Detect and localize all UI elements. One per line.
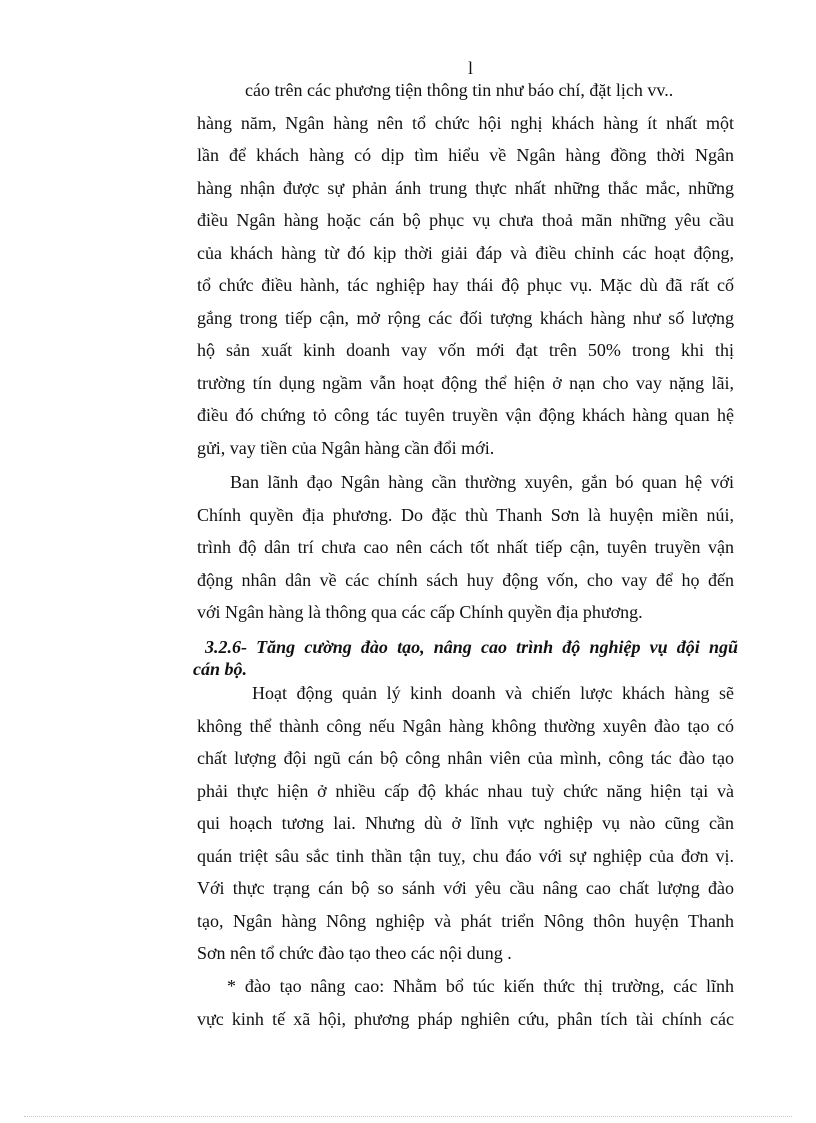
- paragraph-line: qui hoạch tương lai. Nhưng dù ở lĩnh vực nghiệp vụ nào cũng cần: [197, 813, 734, 833]
- paragraph-line: Ban lãnh đạo Ngân hàng cần thường xuyên, gắn bó quan hệ với: [230, 472, 734, 492]
- page-number: l: [467, 58, 473, 78]
- paragraph-line: chất lượng đội ngũ cán bộ công nhân viên của mình, công tác đào tạo: [197, 748, 734, 768]
- section-heading-line: cán bộ.: [193, 659, 247, 679]
- paragraph-2: [197, 466, 734, 629]
- paragraph-line: * đào tạo nâng cao: Nhằm bổ túc kiến thức thị trường, các lĩnh: [227, 976, 734, 996]
- paragraph-line: quán triệt sâu sắc tinh thần tận tuỵ, chu đáo với sự nghiệp của đơn vị.: [197, 845, 734, 866]
- paragraph-line: điều đó chứng tỏ công tác tuyên truyền vận động khách hàng quan hệ: [197, 405, 734, 425]
- paragraph-line: cáo trên các phương tiện thông tin như báo chí, đặt lịch vv..: [245, 80, 674, 100]
- paragraph-1: [197, 74, 734, 464]
- paragraph-line: với Ngân hàng là thông qua các cấp Chính quyền địa phương.: [197, 602, 643, 622]
- section-heading-line: 3.2.6- Tăng cường đào tạo, nâng cao trình độ nghiệp vụ đội ngũ: [205, 637, 738, 657]
- paragraph-line: tổ chức điều hành, tác nghiệp hay thái độ phục vụ. Mặc dù đã rất cố: [197, 275, 734, 295]
- page-bottom-rule: [24, 1116, 792, 1117]
- paragraph-4: [197, 970, 734, 1035]
- paragraph-line: trường tín dụng ngầm vẫn hoạt động thể hiện ở nạn cho vay nặng lãi,: [197, 372, 734, 393]
- paragraph-line: lần để khách hàng có dịp tìm hiểu về Ngân hàng đồng thời Ngân: [197, 145, 734, 165]
- paragraph-line: điều Ngân hàng hoặc cán bộ phục vụ chưa thoả mãn những yêu cầu: [197, 210, 734, 230]
- paragraph-line: phải thực hiện ở nhiều cấp độ khác nhau tuỳ chức năng hiện tại và: [197, 780, 734, 801]
- paragraph-line: hàng năm, Ngân hàng nên tổ chức hội nghị khách hàng ít nhất một: [197, 112, 734, 133]
- paragraph-line: Hoạt động quản lý kinh doanh và chiến lược khách hàng sẽ: [252, 683, 734, 703]
- paragraph-line: Sơn nên tổ chức đào tạo theo các nội dung .: [197, 943, 512, 963]
- section-heading: [193, 636, 738, 680]
- paragraph-line: gửi, vay tiền của Ngân hàng cần đổi mới.: [197, 437, 495, 458]
- paragraph-line: hộ sản xuất kinh doanh vay vốn mới đạt trên 50% trong khi thị: [197, 340, 734, 360]
- paragraph-line: gắng trong tiếp cận, mở rộng các đối tượng khách hàng như số lượng: [197, 307, 734, 328]
- paragraph-line: trình độ dân trí chưa cao nên cách tốt nhất tiếp cận, tuyên truyền vận: [197, 537, 734, 557]
- paragraph-line: không thể thành công nếu Ngân hàng không thường xuyên đào tạo có: [197, 715, 734, 736]
- paragraph-line: của khách hàng từ đó kịp thời giải đáp và điều chỉnh các hoạt động,: [197, 242, 734, 263]
- paragraph-line: Với thực trạng cán bộ so sánh với yêu cầu nâng cao chất lượng đào: [197, 878, 734, 898]
- paragraph-line: hàng nhận được sự phản ánh trung thực nhất những thắc mắc, những: [197, 177, 734, 198]
- paragraph-line: vực kinh tế xã hội, phương pháp nghiên cứu, phân tích tài chính các: [197, 1008, 734, 1029]
- paragraph-3: [197, 677, 734, 970]
- paragraph-line: động nhân dân về các chính sách huy động vốn, cho vay để họ đến: [197, 569, 734, 590]
- paragraph-line: tạo, Ngân hàng Nông nghiệp và phát triển Nông thôn huyện Thanh: [197, 910, 734, 931]
- paragraph-line: Chính quyền địa phương. Do đặc thù Thanh Sơn là huyện miền núi,: [197, 504, 734, 525]
